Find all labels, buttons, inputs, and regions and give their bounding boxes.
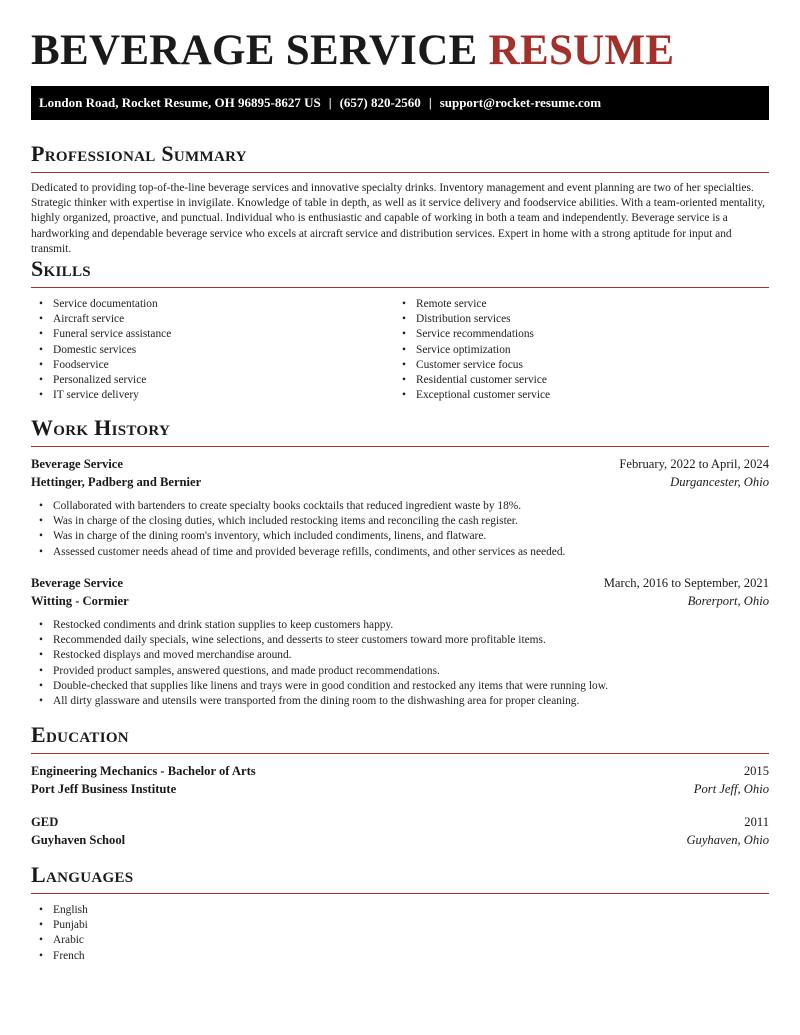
skill-item: • Personalized service: [31, 373, 394, 388]
duty-item: • Was in charge of the closing duties, which included restocking items and reconciling the cash register.: [31, 514, 769, 529]
contact-separator: |: [428, 95, 432, 110]
job-dates: February, 2022 to April, 2024: [619, 457, 769, 471]
skill-item: • Distribution services: [394, 312, 757, 327]
edu-school: Port Jeff Business Institute: [31, 782, 177, 796]
languages-section: [31, 862, 769, 964]
skill-item: • Remote service: [394, 297, 757, 312]
language-item: • French: [31, 949, 769, 964]
skills-section: [31, 256, 769, 403]
title-main: BEVERAGE SERVICE: [31, 27, 478, 74]
job-location: Borerport, Ohio: [687, 594, 769, 608]
duty-item: • Provided product samples, answered questions, and made product recommendations.: [31, 664, 769, 679]
job-duties: [31, 499, 769, 560]
duty-item: • Collaborated with bartenders to create specialty books cocktails that reduced ingredient waste by 18%.: [31, 499, 769, 514]
edu-location: Guyhaven, Ohio: [686, 833, 769, 847]
skill-item: • Customer service focus: [394, 358, 757, 373]
duty-item: • Restocked displays and moved merchandise around.: [31, 648, 769, 663]
job-title: Beverage Service: [31, 457, 123, 471]
job-location: Durgancester, Ohio: [670, 475, 769, 489]
section-divider: [31, 172, 769, 173]
education-section: [31, 722, 769, 754]
edu-year: 2011: [744, 815, 769, 829]
skill-item: • Foodservice: [31, 358, 394, 373]
summary-text: Dedicated to providing top-of-the-line beverage services and innovative specialty drinks. Inventory management and event planning are two of her specialties. Strategic thinker with expertise in invigilate. Knowledge of table in depth, as well as it service delivery and foodservice abilities. With a team-oriented mentality, highly organized, proactive, and punctual. Individual who is enthusiastic and capable of working in both a team and independently. Beverage service is a hardworking and dependable beverage service who excels at aircraft service and distribution services. Expert in home with a strong aptitude for input and transmit.: [31, 182, 766, 255]
work-history-section: [31, 415, 769, 447]
skills-list-right: [394, 297, 757, 403]
skill-item: • Service optimization: [394, 343, 757, 358]
skill-item: • Service documentation: [31, 297, 394, 312]
skill-item: • Funeral service assistance: [31, 327, 394, 342]
skill-item: • Residential customer service: [394, 373, 757, 388]
duty-item: • Double-checked that supplies like linens and trays were in good condition and restocked any items that were running low.: [31, 679, 769, 694]
contact-address: London Road, Rocket Resume, OH 96895-8627 US: [39, 95, 321, 110]
education-heading: Education: [31, 722, 129, 747]
work-history-heading: Work History: [31, 415, 171, 440]
skills-heading: Skills: [31, 256, 91, 281]
job-company: Witting - Cormier: [31, 594, 129, 608]
section-divider: [31, 287, 769, 288]
skills-columns: [31, 297, 769, 403]
section-divider: [31, 446, 769, 447]
edu-degree: Engineering Mechanics - Bachelor of Arts: [31, 764, 256, 778]
section-divider: [31, 753, 769, 754]
title-accent: RESUME: [488, 27, 675, 74]
language-item: • Punjabi: [31, 918, 769, 933]
skills-list-left: [31, 297, 394, 403]
edu-year: 2015: [743, 764, 769, 778]
summary-heading: Professional Summary: [31, 141, 247, 166]
skill-item: • Aircraft service: [31, 312, 394, 327]
duty-item: • All dirty glassware and utensils were transported from the dining room to the dishwashing area for proper cleaning.: [31, 694, 769, 709]
contact-email[interactable]: support@rocket-resume.com: [439, 95, 602, 110]
job-title: Beverage Service: [31, 576, 123, 590]
languages-list: [31, 903, 769, 964]
duty-item: • Assessed customer needs ahead of time and provided beverage refills, condiments, and other services as needed.: [31, 545, 769, 560]
contact-bar: [31, 86, 769, 120]
resume-title: [31, 28, 674, 74]
job-entry: [31, 574, 769, 709]
edu-location: Port Jeff, Ohio: [693, 782, 769, 796]
language-item: • Arabic: [31, 933, 769, 948]
education-entry: [31, 813, 769, 849]
languages-heading: Languages: [31, 862, 134, 887]
skill-item: • Service recommendations: [394, 327, 757, 342]
job-dates: March, 2016 to September, 2021: [603, 576, 769, 590]
summary-section: [31, 141, 769, 257]
duty-item: • Recommended daily specials, wine selections, and desserts to steer customers toward more profitable items.: [31, 633, 769, 648]
language-item: • English: [31, 903, 769, 918]
section-divider: [31, 893, 769, 894]
skill-item: • Domestic services: [31, 343, 394, 358]
job-entry: [31, 455, 769, 560]
duty-item: • Restocked condiments and drink station supplies to keep customers happy.: [31, 618, 769, 633]
education-entry: [31, 762, 769, 798]
skill-item: • Exceptional customer service: [394, 388, 757, 403]
edu-degree: GED: [31, 815, 59, 829]
contact-separator: |: [328, 95, 332, 110]
skill-item: • IT service delivery: [31, 388, 394, 403]
job-company: Hettinger, Padberg and Bernier: [31, 475, 202, 489]
contact-phone[interactable]: (657) 820-2560: [339, 95, 421, 110]
edu-school: Guyhaven School: [31, 833, 126, 847]
duty-item: • Was in charge of the dining room's inventory, which included condiments, linens, and flatware.: [31, 529, 769, 544]
job-duties: [31, 618, 769, 709]
